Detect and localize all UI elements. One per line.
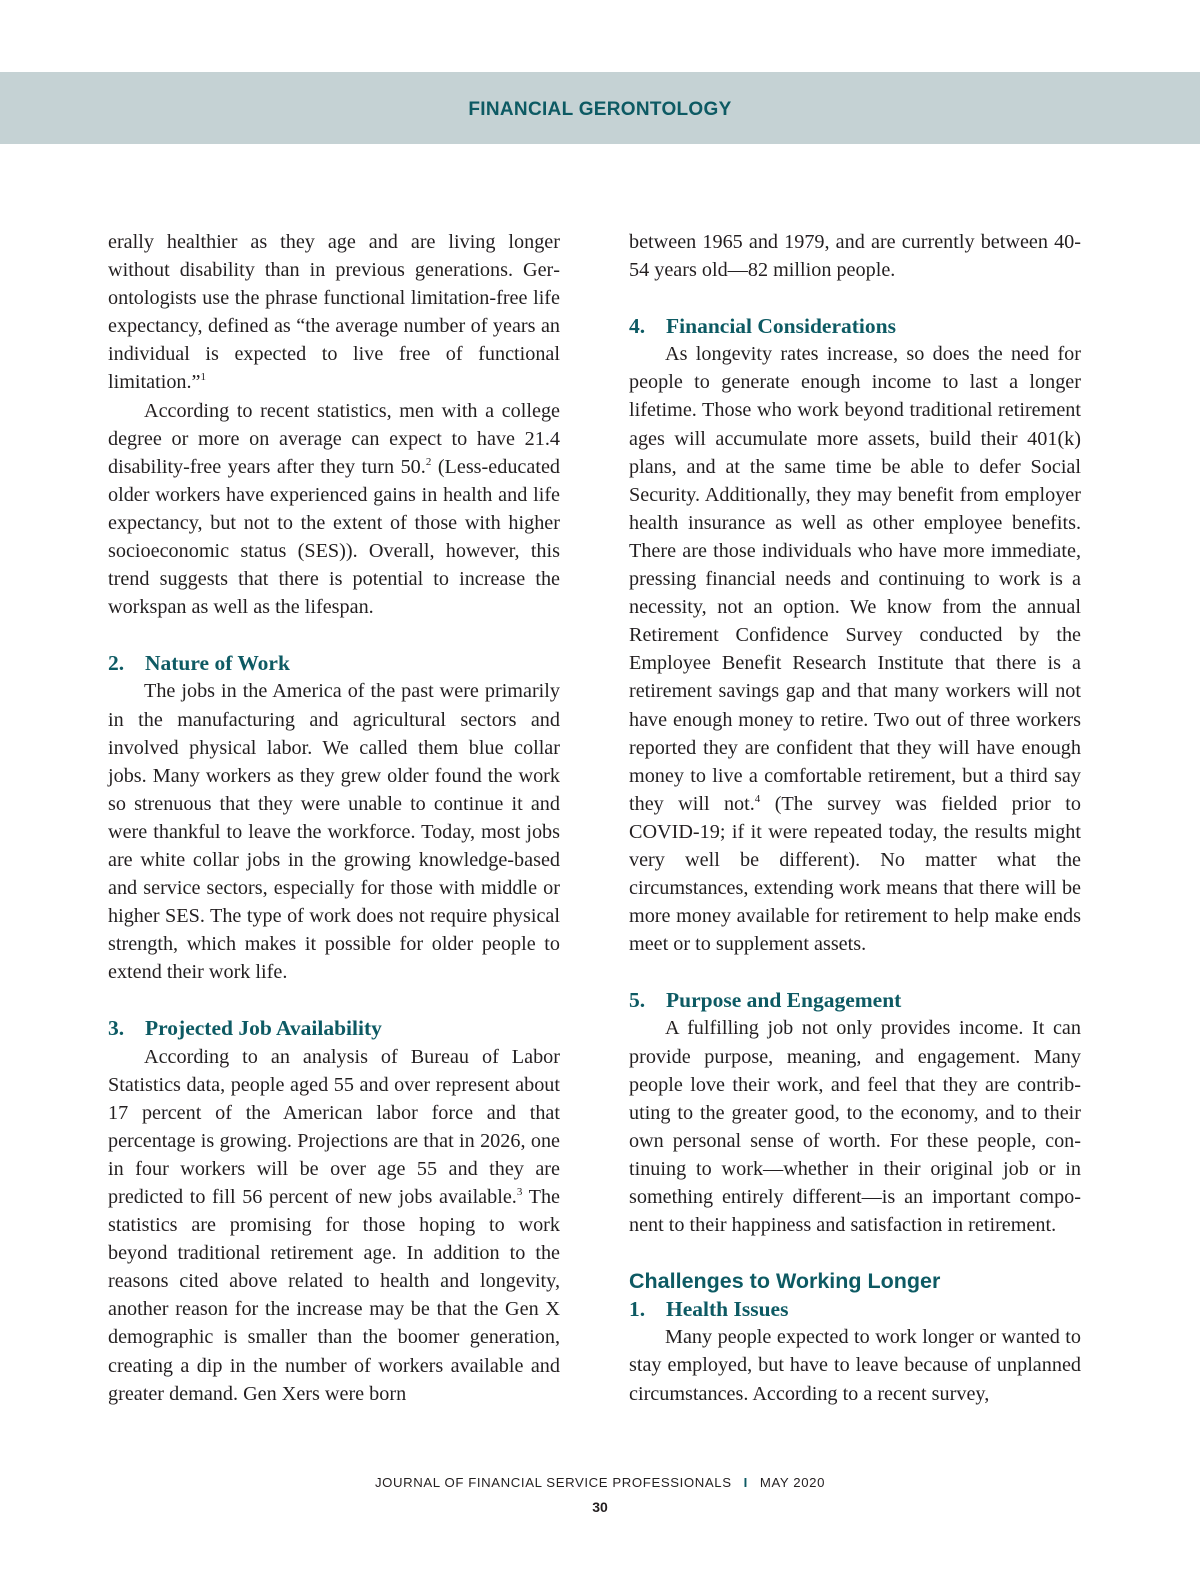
- section-heading-purpose-and-engagement: [629, 986, 1081, 1014]
- paragraph-financial-considerations: [629, 340, 1081, 958]
- paragraph-continuation: [108, 228, 560, 397]
- section-number: 5.: [629, 988, 646, 1013]
- paragraph-nature-of-work: The jobs in the America of the past were primarily in the manufacturing and agricultural sectors and involved physical labor. We called them blue collar jobs. Many workers as they grew older found the work so strenuous that they were unable to continue it and were thankful to leave the workforce. Today, most jobs are white collar jobs in the growing knowledge-based and service sectors, especially for those with middle or higher SES. The type of work does not require physical strength, which makes it possible for older people to extend their work life.: [108, 680, 560, 984]
- running-header-band: [0, 72, 1200, 144]
- right-column: [629, 228, 1081, 1408]
- paragraph-text: erally healthier as they age and are living longer without disability than in previous generations. Gerontologists use the phrase functional limitation-free life expectancy, defined as “the average number of years an individual is expected to live free of functional limitation.”: [108, 231, 560, 394]
- section-heading-nature-of-work: [108, 649, 560, 677]
- paragraph-continuation: between 1965 and 1979, and are currently between 40-54 years old—82 million people.: [629, 231, 1081, 282]
- section-title: Purpose and Engagement: [666, 988, 902, 1013]
- section-number: 1.: [629, 1297, 646, 1322]
- paragraph-statistics: [108, 397, 560, 622]
- paragraph-text: The statistics are promising for those hoping to work beyond traditional retirement age. In addition to the reasons cited above related to health and longevity, another reason for the increase may be that the Gen X demographic is smaller than the boomer generation, creating a dip in the number of workers available and greater demand. Gen Xers were born: [108, 1186, 560, 1405]
- left-column: [108, 228, 560, 1408]
- section-number: 4.: [629, 314, 646, 339]
- footer-separator: I: [743, 1475, 748, 1490]
- footnote-ref-1: 1: [200, 371, 207, 384]
- footer-journal-name: JOURNAL OF FINANCIAL SERVICE PROFESSIONALS: [374, 1475, 732, 1490]
- footer-date: MAY 2020: [759, 1475, 826, 1490]
- running-header-title: FINANCIAL GERONTOLOGY: [468, 99, 732, 120]
- section-number: 2.: [108, 651, 125, 676]
- section-heading-financial-considerations: [629, 312, 1081, 340]
- section-number: 3.: [108, 1016, 125, 1041]
- paragraph-text: According to recent statistics, men with a college degree or more on average can expect to have 21.4 disability-free years after they turn 50.: [108, 399, 560, 478]
- major-heading-challenges: Challenges to Working Longer: [629, 1269, 941, 1294]
- section-heading-projected-job-availability: [108, 1014, 560, 1042]
- section-title: Financial Considerations: [666, 314, 896, 339]
- paragraph-text: (Less-educated older workers have experienced gains in health and life expectancy, but not to the extent of those with higher socioeconomic status (SES)). Overall, however, this trend suggests that there is potential to increase the workspan as well as the lifespan.: [108, 455, 560, 619]
- footer-journal-line: [0, 1474, 1200, 1492]
- section-title: Projected Job Availability: [145, 1016, 382, 1041]
- page-footer: [0, 1474, 1200, 1516]
- section-heading-health-issues: [629, 1295, 1081, 1323]
- footnote-ref-2: 2: [425, 455, 432, 468]
- paragraph-text: According to an analysis of Bureau of Labor Statistics data, people aged 55 and over represent about 17 percent of the American labor force and that percentage is growing. Projections are that in 2026, one in four workers will be over age 55 and they are predicted to fill 56 percent of new jobs available.: [108, 1045, 560, 1208]
- footnote-ref-3: 3: [516, 1186, 523, 1198]
- paragraph-text: (The survey was fielded prior to COVID-19; if it were repeated today, the results might very well be different). No matter what the circumstances, extending work means that there will be more money available for retirement to help make ends meet or to supplement assets.: [629, 792, 1081, 956]
- paragraph-purpose-and-engagement: A fulfilling job not only provides income. It can provide purpose, meaning, and engagement. Many people love their work, and feel that they are contributing to the greater good, to the economy, and to their own personal sense of worth. For these people, continuing to work—whether in their original job or in something entirely different—is an important component to their happiness and satisfaction in retirement.: [629, 1017, 1081, 1237]
- section-title: Health Issues: [666, 1297, 789, 1322]
- paragraph-projected-job-availability: [108, 1043, 560, 1408]
- footnote-ref-4: 4: [754, 792, 761, 805]
- paragraph-health-issues: Many people expected to work longer or wanted to stay employed, but have to leave because of unplanned circumstances. According to a recent survey,: [629, 1326, 1081, 1405]
- section-title: Nature of Work: [145, 651, 290, 676]
- paragraph-text: As longevity rates increase, so does the need for people to generate enough income to last a longer lifetime. Those who work beyond traditional retirement ages will accumulate more assets, build their 401(k) plans, and at the same time be able to defer Social Security. Additionally, they may benefit from employer health insurance as well as other employee benefits. There are those individuals who have more immediate, pressing financial needs and continuing to work is a necessity, not an option. We know from the annual Retirement Confidence Survey conducted by the Employee Benefit Research Institute that there is a retirement savings gap and that many workers will not have enough money to retire. Two out of three workers reported they are confident that they will have enough money to live a comfortable retirement, but a third say they will not.: [629, 343, 1081, 815]
- page-number: 30: [592, 1499, 608, 1515]
